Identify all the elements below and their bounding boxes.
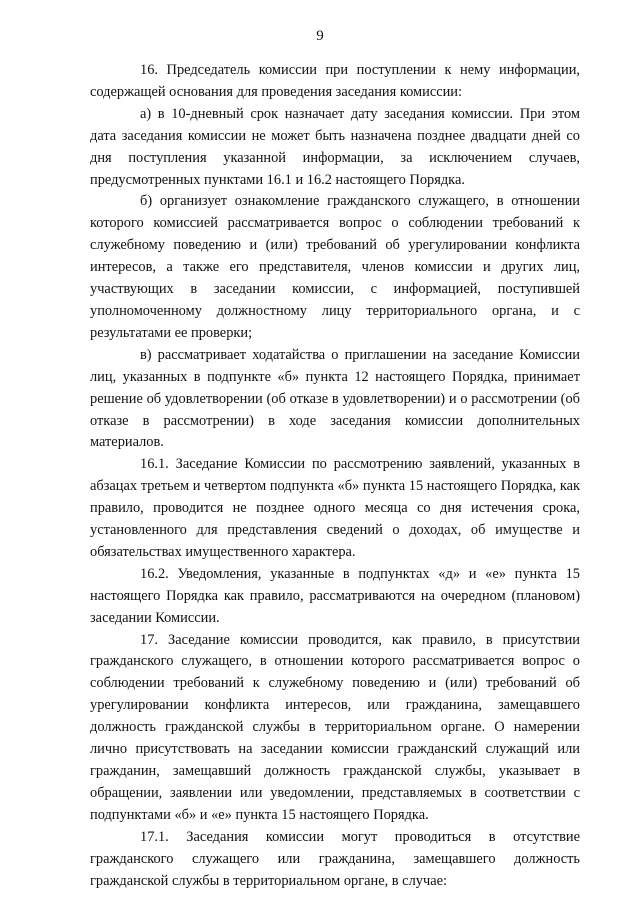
paragraph-17: 17. Заседание комиссии проводится, как правило, в присутствии гражданского служащего, в отношении которого рассматривается вопрос о соблюдении требований к служебному поведению и (или) требований об урегулировании конфликта интересов, или гражданина, замещавшего должность гражданской службы в территориальном органе. О намерении лично присутствовать на заседании комиссии гражданский служащий или гражданин, замещавший должность гражданской службы, указывает в обращении, заявлении или уведомлении, представляемых в соответствии с подпунктами «б» и «е» пункта 15 настоящего Порядка. xyxy=(90,631,580,823)
body-text xyxy=(90,60,580,892)
paragraph-16-a: а) в 10-дневный срок назначает дату заседания комиссии. При этом дата заседания комиссии не может быть назначена позднее двадцати дней со дня поступления указанной информации, за исключением случаев, предусмотренных пунктами 16.1 и 16.2 настоящего Порядка. xyxy=(90,105,580,188)
paragraph-16-v: в) рассматривает ходатайства о приглашении на заседание Комиссии лиц, указанных в подпункте «б» пункта 12 настоящего Порядка, принимает решение об удовлетворении (об отказе в удовлетворении) и о рассмотрении (об отказе в рассмотрении) в ходе заседания комиссии дополнительных материалов. xyxy=(90,346,580,451)
page-number: 9 xyxy=(316,28,324,44)
paragraph-16-1: 16.1. Заседание Комиссии по рассмотрению заявлений, указанных в абзацах третьем и четвертом подпункта «б» пункта 15 настоящего Порядка, как правило, проводится не позднее одного месяца со дня истечения срока, установленного для представления сведений о доходах, об имуществе и обязательствах имущественного характера. xyxy=(90,456,580,560)
paragraph-16-2: 16.2. Уведомления, указанные в подпунктах «д» и «е» пункта 15 настоящего Порядка как правило, рассматриваются на очередном (плановом) заседании Комиссии. xyxy=(90,565,580,626)
paragraph-17-1: 17.1. Заседания комиссии могут проводиться в отсутствие гражданского служащего или гражданина, замещавшего должность гражданской службы в территориальном органе, в случае: xyxy=(90,828,580,889)
paragraph-16-b: б) организует ознакомление гражданского служащего, в отношении которого комиссией рассматривается вопрос о соблюдении требований к служебному поведению и (или) требований об урегулировании конфликта интересов, а также его представителя, членов комиссии и других лиц, участвующих в заседании комиссии, с информацией, поступившей уполномоченному должностному лицу территориального органа, и с результатами ее проверки; xyxy=(90,193,580,341)
paragraph-16: 16. Председатель комиссии при поступлении к нему информации, содержащей основания для проведения заседания комиссии: xyxy=(90,62,580,100)
